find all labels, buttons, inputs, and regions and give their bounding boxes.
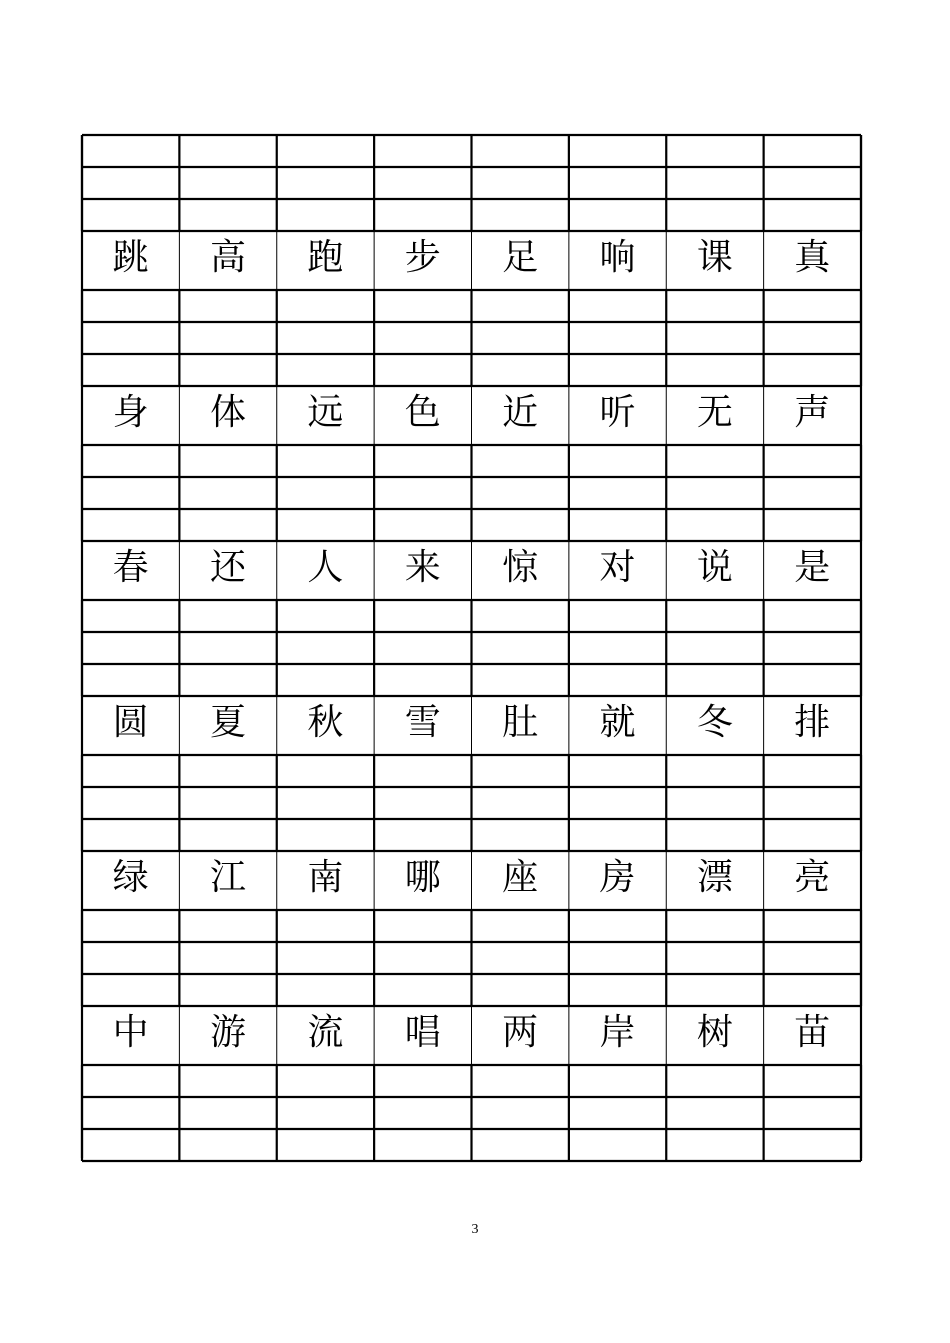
- character-cell: 流: [307, 1012, 344, 1053]
- character-cell: 苗: [794, 1012, 831, 1053]
- character-cell: 树: [696, 1012, 733, 1053]
- character-cell: 体: [210, 392, 247, 433]
- character-cell: 是: [794, 547, 831, 588]
- character-cell: 身: [112, 392, 149, 433]
- character-cell: 岸: [599, 1012, 636, 1053]
- character-cell: 远: [307, 392, 344, 433]
- character-practice-grid: [82, 135, 861, 1158]
- character-cell: 中: [112, 1012, 149, 1053]
- character-cell: 肚: [502, 702, 539, 743]
- character-cell: 座: [502, 857, 539, 898]
- character-cell: 响: [599, 237, 636, 278]
- character-cell: 就: [599, 702, 636, 743]
- character-cell: 游: [210, 1012, 247, 1053]
- character-cell: 秋: [307, 702, 344, 743]
- character-cell: 还: [210, 547, 247, 588]
- character-cell: 惊: [502, 547, 539, 588]
- character-cell: 唱: [404, 1012, 441, 1053]
- character-cell: 春: [112, 547, 149, 588]
- character-cell: 声: [794, 392, 831, 433]
- character-cell: 高: [210, 237, 247, 278]
- character-cell: 绿: [112, 857, 149, 898]
- character-cell: 雪: [404, 702, 441, 743]
- character-cell: 足: [502, 237, 539, 278]
- character-cell: 南: [307, 857, 344, 898]
- character-cell: 跑: [307, 237, 344, 278]
- character-cell: 漂: [696, 857, 733, 898]
- character-cell: 来: [404, 547, 441, 588]
- page-number: 3: [471, 1222, 479, 1237]
- character-cell: 课: [696, 237, 733, 278]
- character-cell: 亮: [794, 857, 831, 898]
- character-cell: 步: [404, 237, 441, 278]
- character-cell: 房: [599, 857, 636, 898]
- character-cell: 跳: [112, 237, 149, 278]
- character-cell: 对: [599, 547, 636, 588]
- character-cell: 哪: [404, 857, 441, 898]
- character-cell: 江: [210, 857, 247, 898]
- character-cell: 冬: [696, 702, 733, 743]
- character-cell: 近: [502, 392, 539, 433]
- character-cell: 夏: [210, 702, 247, 743]
- character-cell: 人: [307, 547, 344, 588]
- character-cell: 听: [599, 392, 636, 433]
- character-cell: 说: [696, 547, 733, 588]
- character-cell: 排: [794, 702, 831, 743]
- character-cell: 圆: [112, 702, 149, 743]
- character-cell: 真: [794, 237, 831, 278]
- character-cell: 无: [696, 392, 733, 433]
- character-cell: 色: [404, 392, 441, 433]
- character-cell: 两: [502, 1012, 539, 1053]
